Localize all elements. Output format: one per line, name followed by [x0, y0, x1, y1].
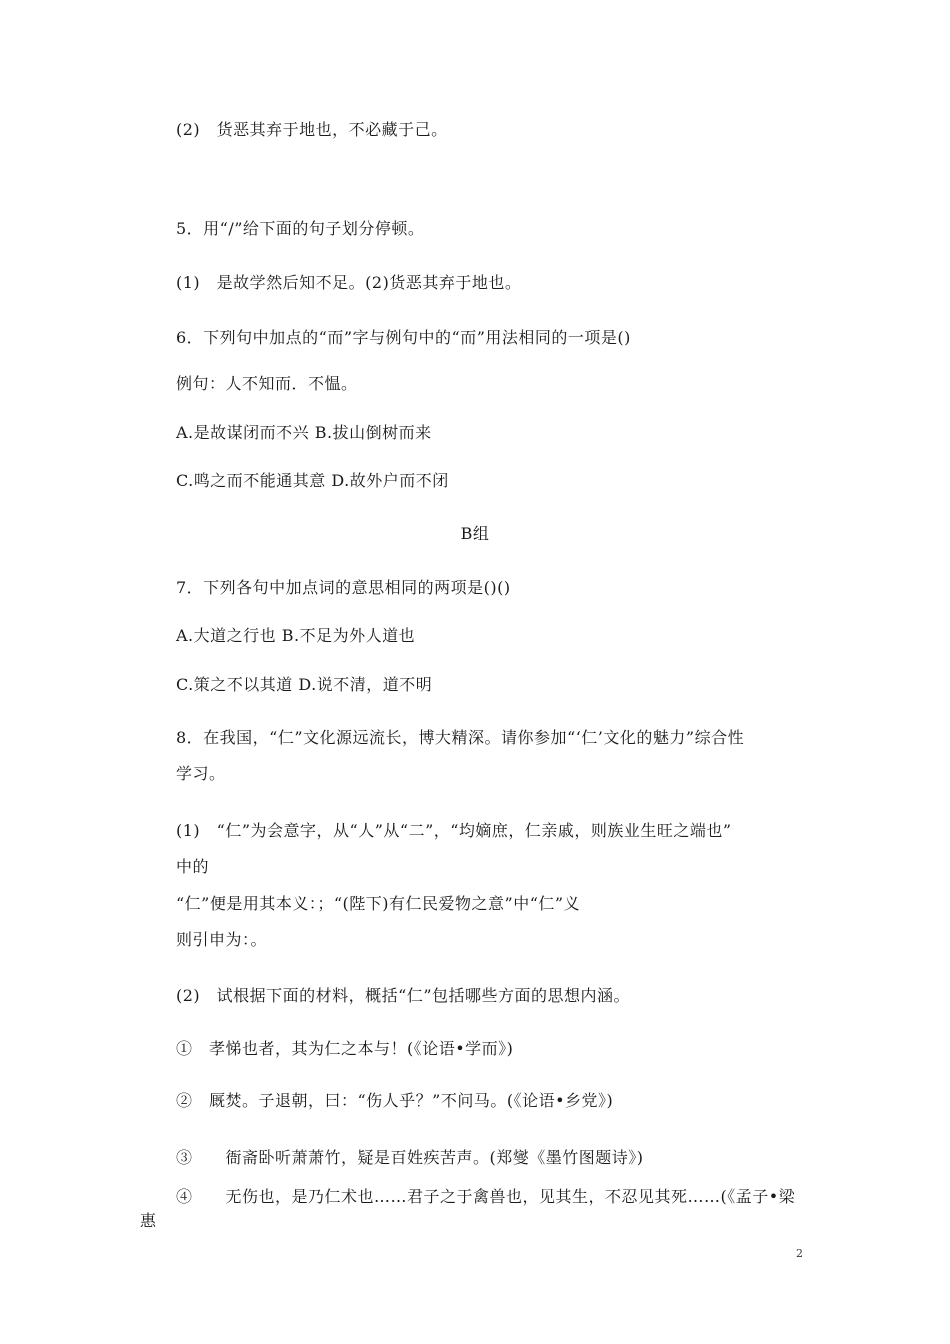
options-ab: A.大道之行也 B.不足为外人道也 [176, 626, 416, 645]
options-ab: A.是故谋闭而不兴 B.拔山倒树而来 [176, 423, 432, 442]
options-cd: C.策之不以其道 D.说不清，道不明 [176, 675, 433, 694]
question-5: 5．用“/”给下面的句子划分停顿。 [176, 219, 425, 238]
material-2: ② 厩焚。子退朝，曰：“伤人乎？”不问马。(《论语•乡党》) [176, 1091, 614, 1110]
options-cd: C.鸣之而不能通其意 D.故外户而不闭 [176, 471, 449, 490]
material-1: ① 孝悌也者，其为仁之本与！(《论语•学而》) [176, 1039, 514, 1058]
text-line: (2) 货恶其弃于地也，不必藏于己。 [176, 120, 448, 139]
text-line: 惠 [140, 1211, 157, 1230]
text-line: “仁”便是用其本义：；“(陛下)有仁民爱物之意”中“仁”义 [176, 894, 581, 913]
text-line: 学习。 [176, 764, 226, 783]
text-line: (1) “仁”为会意字，从“人”从“二”，“均嫡庶，仁亲戚，则族业生旺之端也” [176, 821, 732, 840]
question-6: 6．下列句中加点的“而”字与例句中的“而”用法相同的一项是() [176, 328, 631, 347]
example-sentence: 例句：人不知而．不愠。 [176, 374, 358, 393]
material-3: ③ 衙斋卧听萧萧竹，疑是百姓疾苦声。(郑燮《墨竹图题诗》) [176, 1148, 644, 1167]
question-7: 7．下列各句中加点词的意思相同的两项是()() [176, 578, 511, 597]
text-line: 中的 [176, 857, 210, 876]
text-line: (1) 是故学然后知不足。(2)货恶其弃于地也。 [176, 273, 522, 292]
text-line: 则引申为：。 [176, 930, 268, 949]
material-4: ④ 无伤也，是乃仁术也……君子之于禽兽也，见其生，不忍见其死……(《孟子•梁 [176, 1187, 796, 1206]
section-heading: B组 [460, 524, 490, 543]
question-8: 8．在我国，“仁”文化源远流长，博大精深。请你参加“‘仁’文化的魅力”综合性 [176, 728, 745, 747]
text-line: (2) 试根据下面的材料，概括“仁”包括哪些方面的思想内涵。 [176, 986, 631, 1005]
page-number: 2 [796, 1247, 803, 1260]
